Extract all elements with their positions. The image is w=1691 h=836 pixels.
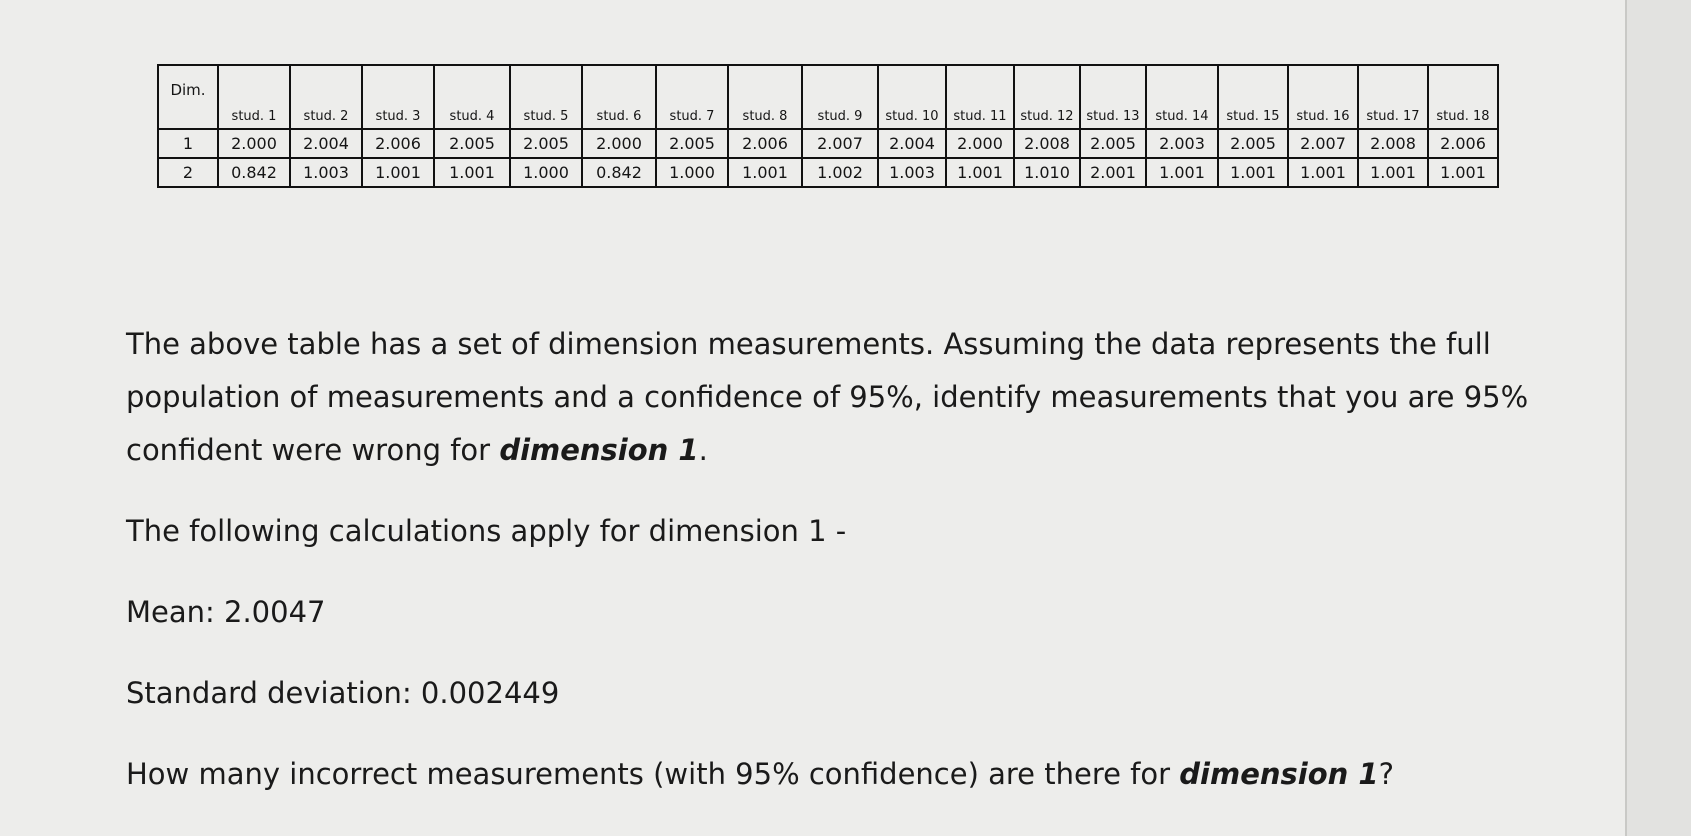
calc-line: The following calculations apply for dimension 1 - [126,514,847,548]
student-column-header: stud. 3 [362,65,434,129]
student-column-header: stud. 18 [1428,65,1498,129]
student-column-header: stud. 13 [1080,65,1146,129]
student-column-header: stud. 2 [290,65,362,129]
measurement-cell: 0.842 [218,158,290,187]
student-column-header: stud. 14 [1146,65,1218,129]
intro-emphasis: dimension 1 [499,433,699,467]
measurement-table-container [157,64,1499,188]
std-dev-line: Standard deviation: 0.002449 [126,676,560,710]
measurement-cell: 1.001 [362,158,434,187]
table-row [158,158,1498,187]
intro-text: The above table has a set of dimension measurements. Assuming the data represents the full population of measurements and a confidence of 95%, identify measurements that you are 95% confident were wrong for [126,327,1529,467]
question-text-main: How many incorrect measurements (with 95% confidence) are there for [126,757,1180,791]
table-header-row [158,65,1498,129]
question-line [126,748,1626,801]
measurement-cell: 1.001 [1146,158,1218,187]
measurement-cell: 1.000 [510,158,582,187]
measurement-cell: 2.001 [1080,158,1146,187]
measurement-cell: 2.005 [434,129,510,158]
student-column-header: stud. 15 [1218,65,1288,129]
student-column-header: stud. 11 [946,65,1014,129]
student-column-header: stud. 8 [728,65,802,129]
student-column-header: stud. 4 [434,65,510,129]
question-end: ? [1378,757,1394,791]
student-column-header: stud. 9 [802,65,878,129]
table-row [158,129,1498,158]
measurement-cell: 1.001 [1218,158,1288,187]
student-column-header: stud. 1 [218,65,290,129]
measurement-cell: 2.004 [878,129,946,158]
measurement-cell: 2.006 [728,129,802,158]
student-column-header: stud. 5 [510,65,582,129]
measurement-cell: 2.005 [1080,129,1146,158]
measurement-cell: 2.005 [656,129,728,158]
measurement-cell: 2.006 [1428,129,1498,158]
measurement-cell: 2.005 [1218,129,1288,158]
measurement-cell: 2.000 [946,129,1014,158]
dim-cell: 2 [158,158,218,187]
student-column-header: stud. 10 [878,65,946,129]
measurement-cell: 2.007 [1288,129,1358,158]
measurement-table [157,64,1499,188]
measurement-cell: 2.007 [802,129,878,158]
student-column-header: stud. 7 [656,65,728,129]
intro-end: . [698,433,708,467]
student-column-header: stud. 12 [1014,65,1080,129]
measurement-cell: 1.000 [656,158,728,187]
measurement-cell: 2.008 [1358,129,1428,158]
intro-paragraph [126,318,1626,477]
question-emphasis: dimension 1 [1179,757,1379,791]
measurement-cell: 1.003 [878,158,946,187]
student-column-header: stud. 6 [582,65,656,129]
measurement-cell: 1.002 [802,158,878,187]
measurement-cell: 2.006 [362,129,434,158]
measurement-cell: 1.001 [946,158,1014,187]
measurement-cell: 2.008 [1014,129,1080,158]
measurement-cell: 1.001 [728,158,802,187]
measurement-cell: 1.010 [1014,158,1080,187]
measurement-cell: 1.001 [434,158,510,187]
measurement-cell: 2.005 [510,129,582,158]
measurement-cell: 1.001 [1358,158,1428,187]
student-column-header: stud. 17 [1358,65,1428,129]
dim-cell: 1 [158,129,218,158]
measurement-cell: 2.003 [1146,129,1218,158]
measurement-cell: 0.842 [582,158,656,187]
measurement-cell: 1.001 [1428,158,1498,187]
dim-header: Dim. [158,65,218,129]
measurement-cell: 2.000 [582,129,656,158]
measurement-cell: 2.000 [218,129,290,158]
measurement-cell: 1.003 [290,158,362,187]
question-text [126,318,1626,801]
student-column-header: stud. 16 [1288,65,1358,129]
measurement-cell: 1.001 [1288,158,1358,187]
mean-line: Mean: 2.0047 [126,595,326,629]
measurement-cell: 2.004 [290,129,362,158]
